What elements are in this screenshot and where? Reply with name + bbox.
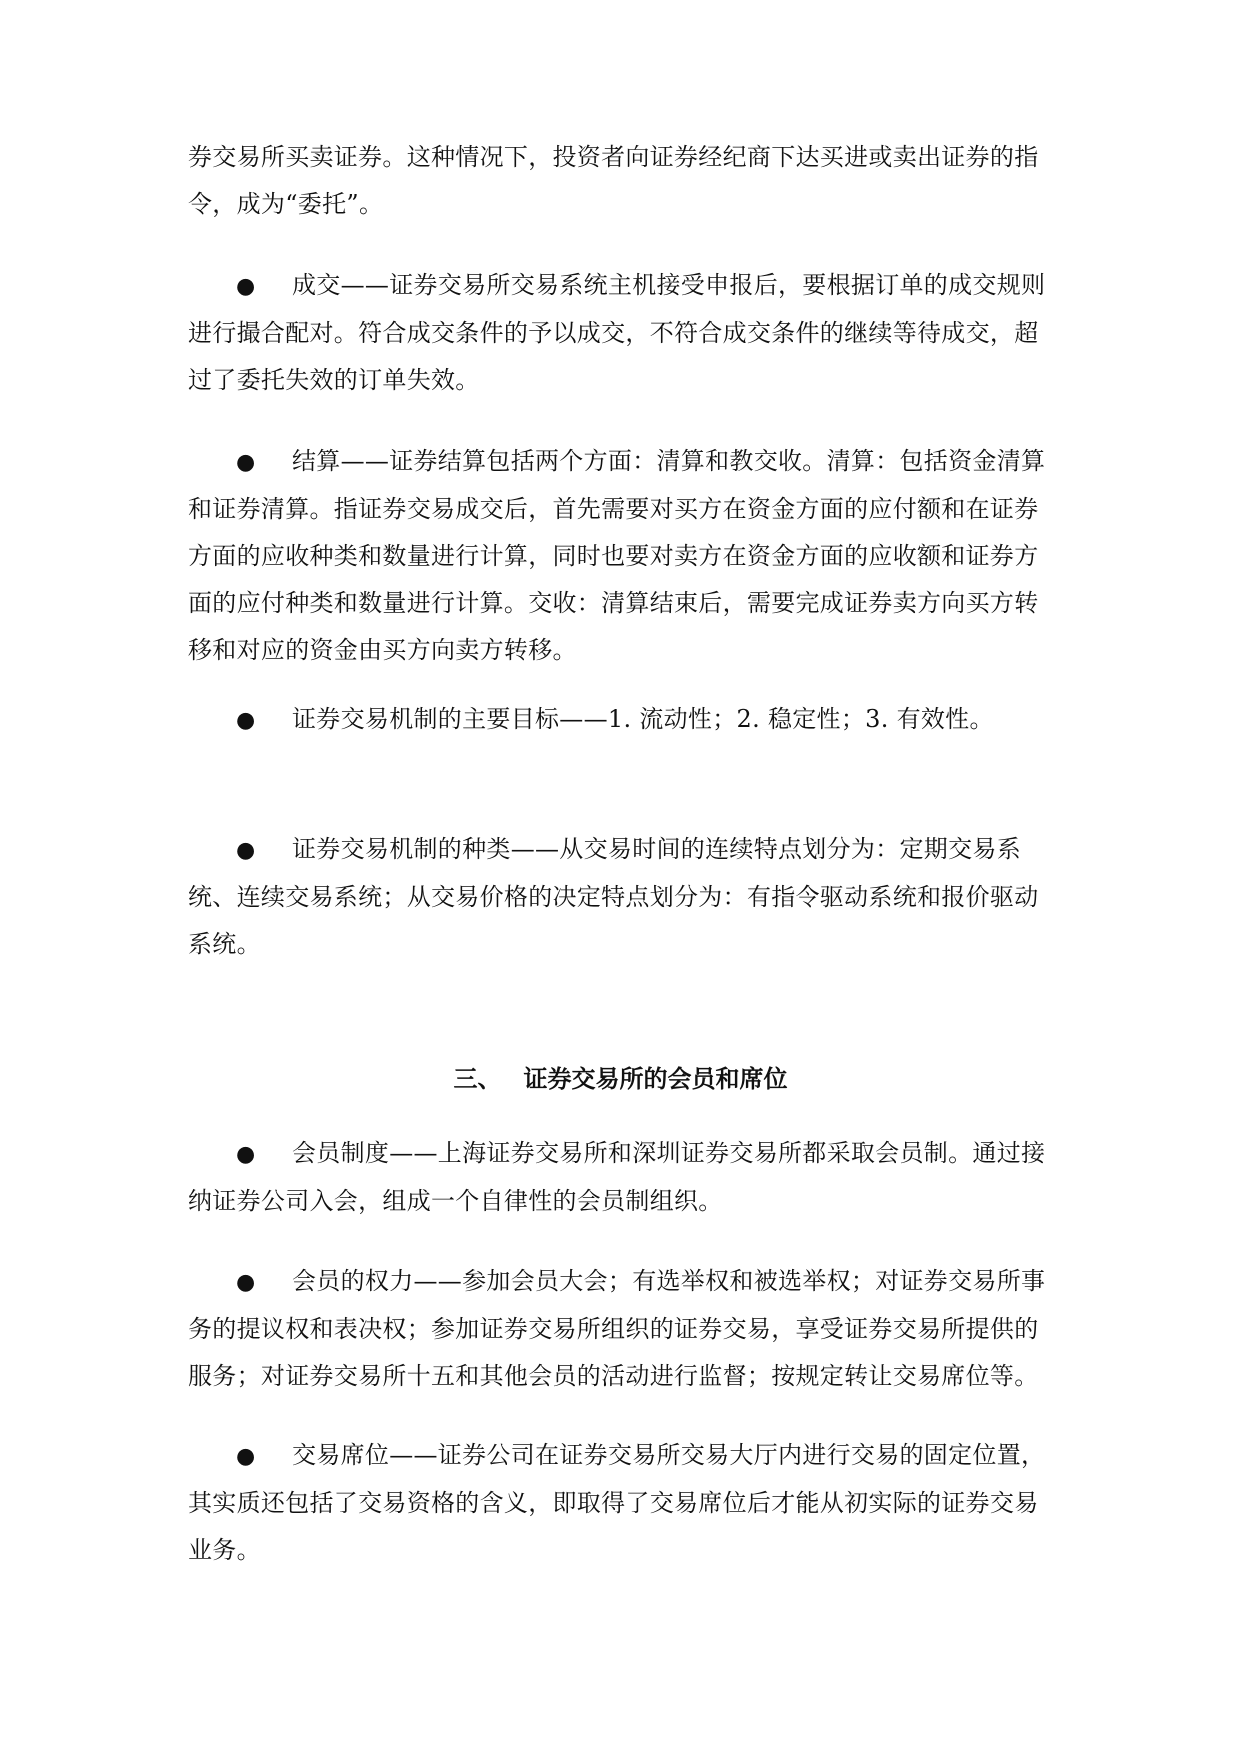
bullet-dot-icon: ● <box>236 708 256 733</box>
bullet-text: 结算——证券结算包括两个方面：清算和教交收。清算：包括资金清算和证券清算。指证券交易成交后，首先需要对买方在资金方面的应付额和在证券方面的应收种类和数量进行计算，同时也要对卖方在资金方面的应收额和证券方面的应付种类和数量进行计算。交收：清算结束后，需要完成证券卖方向买方转移和对应的资金由买方向卖方转移。 <box>188 447 1046 664</box>
bullet-dot-icon: ● <box>236 838 256 863</box>
bullet-text: 证券交易机制的种类——从交易时间的连续特点划分为：定期交易系统、连续交易系统；从交易价格的决定特点划分为：有指令驱动系统和报价驱动系统。 <box>188 835 1039 958</box>
bullet-text: 会员的权力——参加会员大会；有选举权和被选举权；对证券交易所事务的提议权和表决权；参加证券交易所组织的证券交易，享受证券交易所提供的服务；对证券交易所十五和其他会员的活动进行监督；按规定转让交易席位等。 <box>188 1267 1046 1390</box>
intro-text: 券交易所买卖证券。这种情况下，投资者向证券经纪商下达买进或卖出证券的指令，成为“委托”。 <box>188 143 1039 218</box>
bullet-text: 会员制度——上海证券交易所和深圳证券交易所都采取会员制。通过接纳证券公司入会，组成一个自律性的会员制组织。 <box>188 1139 1046 1215</box>
bullet-paragraph <box>188 1130 1058 1225</box>
section-number: 三、 <box>453 1065 502 1093</box>
bullet-paragraph <box>188 262 1058 404</box>
intro-paragraph <box>188 134 1058 228</box>
bullet-text: 证券交易机制的主要目标——1. 流动性；2. 稳定性；3. 有效性。 <box>292 705 994 733</box>
bullet-text: 交易席位——证券公司在证券交易所交易大厅内进行交易的固定位置，其实质还包括了交易资格的含义，即取得了交易席位后才能从初实际的证券交易业务。 <box>188 1441 1046 1564</box>
bullet-dot-icon: ● <box>236 274 256 299</box>
section-title: 证券交易所的会员和席位 <box>523 1065 788 1093</box>
bullet-dot-icon: ● <box>236 450 256 475</box>
bullet-dot-icon: ● <box>236 1444 256 1469</box>
bullet-paragraph <box>188 826 1058 968</box>
bullet-dot-icon: ● <box>236 1270 256 1295</box>
bullet-paragraph <box>188 1432 1058 1574</box>
bullet-paragraph <box>188 438 1058 674</box>
bullet-paragraph <box>188 1258 1058 1400</box>
bullet-text: 成交——证券交易所交易系统主机接受申报后，要根据订单的成交规则进行撮合配对。符合成交条件的予以成交，不符合成交条件的继续等待成交，超过了委托失效的订单失效。 <box>188 271 1046 394</box>
section-heading <box>0 1056 1241 1103</box>
bullet-dot-icon: ● <box>236 1142 256 1167</box>
bullet-paragraph <box>188 696 1058 744</box>
